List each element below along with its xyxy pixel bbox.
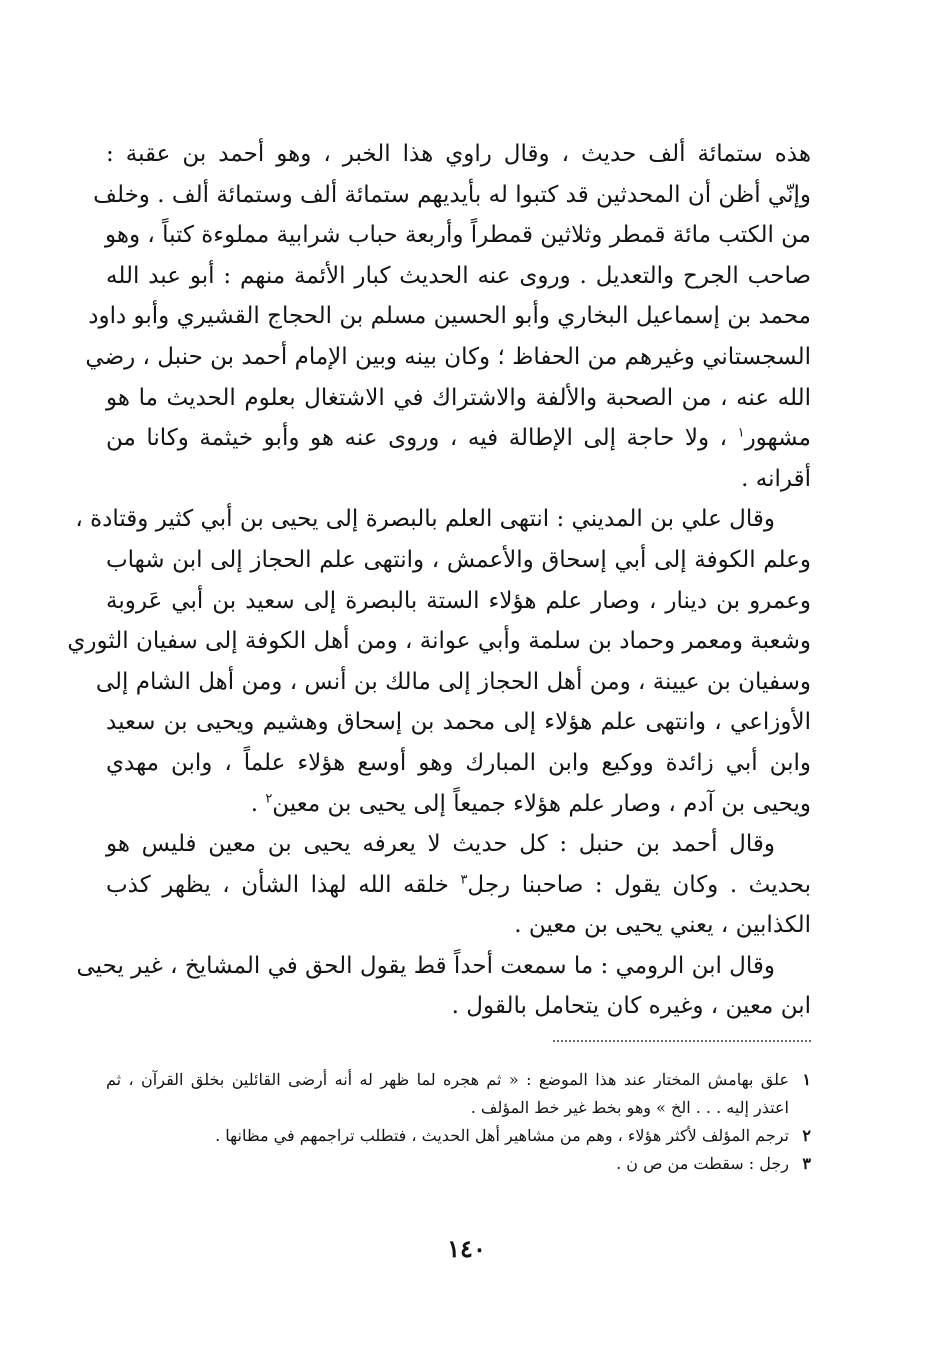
text-line: وعلم الكوفة إلى أبي إسحاق والأعمش ، وانتهى علم الحجاز إلى ابن شهاب bbox=[106, 546, 811, 573]
footnote-1-continued: اعتذر إليه . . . الخ » وهو بخط غير خط المؤلف . bbox=[470, 1098, 789, 1117]
footnote-text: رجل : سقطت من ص ن . bbox=[616, 1154, 789, 1173]
text-fragment: خلقه الله لهذا الشأن ، يظهر كذب bbox=[106, 871, 461, 898]
text-fragment: بحديث . وكان يقول : صاحبنا رجل bbox=[467, 871, 811, 898]
footnote-marker-2[interactable]: ٢ bbox=[265, 790, 273, 806]
text-line: وعمرو بن دينار ، وصار علم هؤلاء الستة بالبصرة إلى سعيد بن أبي عَروبة bbox=[106, 587, 811, 614]
page-number: ١٤٠ bbox=[447, 1234, 486, 1263]
footnote-text: ترجم المؤلف لأكثر هؤلاء ، وهم من مشاهير أهل الحديث ، فتطلب تراجمهم في مظانها . bbox=[215, 1126, 789, 1145]
footnote-marker-1[interactable]: ١ bbox=[737, 425, 745, 441]
text-line: السجستاني وغيرهم من الحفاظ ؛ وكان بينه وبين الإمام أحمد بن حنبل ، رضي bbox=[85, 343, 811, 370]
text-line: وسفيان بن عيينة ، ومن أهل الحجاز إلى مالك بن أنس ، ومن أهل الشام إلى bbox=[95, 668, 811, 695]
text-line bbox=[106, 784, 811, 825]
text-fragment: ، ولا حاجة إلى الإطالة فيه ، وروى عنه هو وأبو خيثمة وكانا من bbox=[106, 425, 738, 452]
paragraph-3 bbox=[106, 824, 811, 946]
text-line: وقال أحمد بن حنبل : كل حديث لا يعرفه يحيى بن معين فليس هو bbox=[106, 831, 775, 858]
text-line: وإنّي أظن أن المحدثين قد كتبوا له بأيديهم ستمائة ألف وستمائة ألف . وخلف bbox=[93, 181, 811, 208]
footnote-number: ٢ bbox=[802, 1126, 811, 1145]
text-line: الأوزاعي ، وانتهى علم هؤلاء إلى محمد بن إسحاق وهشيم ويحيى بن سعيد bbox=[106, 709, 811, 736]
text-line: الكذابين ، يعني يحيى بن معين . bbox=[514, 912, 811, 939]
text-fragment: . bbox=[250, 790, 266, 817]
paragraph-4 bbox=[76, 946, 811, 1027]
paragraph-2 bbox=[67, 499, 811, 824]
footnote-text: علق بهامش المختار عند هذا الموضع : « ثم هجره لما ظهر له أنه أرضى القائلين بخلق القرآن ، ثم bbox=[106, 1070, 789, 1089]
text-line: وابن أبي زائدة ووكيع وابن المبارك وهو أوسع هؤلاء علماً ، وابن مهدي bbox=[106, 749, 811, 776]
text-line: محمد بن إسماعيل البخاري وأبو الحسين مسلم بن الحجاج القشيري وأبو داود bbox=[88, 303, 811, 330]
text-line: وقال ابن الرومي : ما سمعت أحداً قط يقول الحق في المشايخ ، غير يحيى bbox=[76, 952, 775, 979]
text-line: ابن معين ، وغيره كان يتحامل بالقول . bbox=[451, 993, 811, 1020]
text-line: هذه ستمائة ألف حديث ، وقال راوي هذا الخبر ، وهو أحمد بن عقبة : bbox=[106, 141, 811, 167]
footnote-3 bbox=[106, 1150, 811, 1178]
footnote-number: ٣ bbox=[802, 1154, 811, 1173]
footnote-divider bbox=[553, 1040, 811, 1042]
footnote-2 bbox=[106, 1122, 811, 1150]
footnote-1 bbox=[106, 1066, 811, 1094]
text-line: صاحب الجرح والتعديل . وروى عنه الحديث كبار الأئمة منهم : أبو عبد الله bbox=[106, 262, 811, 289]
text-line: الله عنه ، من الصحبة والألفة والاشتراك في الاشتغال بعلوم الحديث ما هو bbox=[106, 384, 811, 411]
footnotes bbox=[106, 1066, 811, 1178]
paragraph-1 bbox=[85, 134, 811, 499]
text-line bbox=[106, 865, 811, 906]
text-line: أقرانه . bbox=[741, 465, 811, 492]
text-line: وشعبة ومعمر وحماد بن سلمة وأبي عوانة ، ومن أهل الكوفة إلى سفيان الثوري bbox=[67, 628, 811, 655]
text-fragment: ويحيى بن آدم ، وصار علم هؤلاء جميعاً إلى يحيى بن معين bbox=[272, 790, 811, 817]
text-line: من الكتب مائة قمطر وثلاثين قمطراً وأربعة حباب شرابية مملوءة كتباً ، وهو bbox=[104, 222, 811, 249]
footnote-marker-3[interactable]: ٣ bbox=[460, 872, 468, 888]
main-text bbox=[67, 134, 811, 1027]
footnote-number: ١ bbox=[802, 1070, 811, 1089]
text-line: وقال علي بن المديني : انتهى العلم بالبصرة إلى يحيى بن أبي كثير وقتادة ، bbox=[75, 506, 775, 533]
text-fragment: مشهور bbox=[744, 425, 811, 452]
text-line bbox=[106, 418, 811, 459]
